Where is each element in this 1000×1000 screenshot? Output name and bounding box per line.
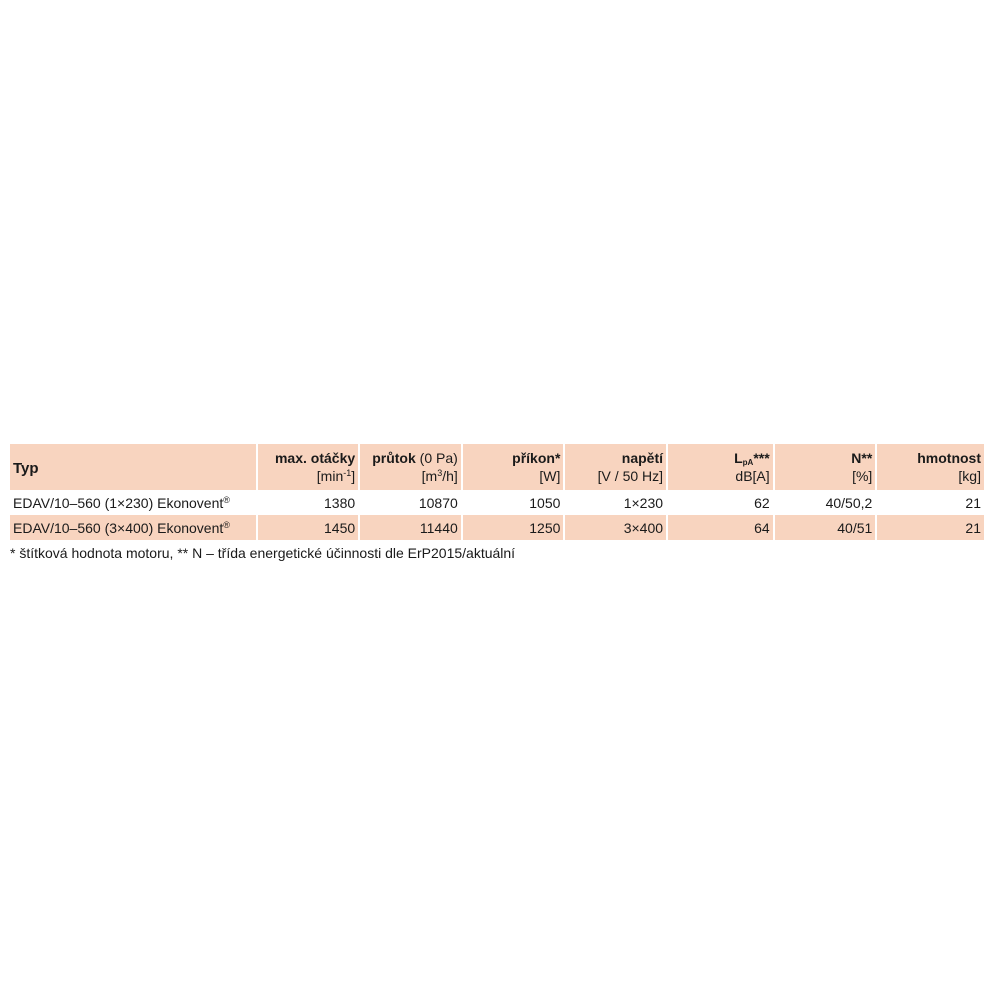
header-power: příkon* [W] bbox=[463, 444, 564, 490]
header-type: Typ bbox=[10, 444, 256, 490]
cell-noise: 64 bbox=[668, 515, 773, 540]
header-efficiency: N** [%] bbox=[775, 444, 876, 490]
cell-efficiency: 40/51 bbox=[775, 515, 876, 540]
cell-weight: 21 bbox=[877, 490, 984, 515]
cell-type: EDAV/10–560 (1×230) Ekonovent® bbox=[10, 490, 256, 515]
cell-type: EDAV/10–560 (3×400) Ekonovent® bbox=[10, 515, 256, 540]
cell-efficiency: 40/50,2 bbox=[775, 490, 876, 515]
cell-airflow: 11440 bbox=[360, 515, 461, 540]
cell-noise: 62 bbox=[668, 490, 773, 515]
cell-voltage: 3×400 bbox=[565, 515, 666, 540]
cell-max-rpm: 1380 bbox=[258, 490, 359, 515]
header-max-rpm: max. otáčky $[\min^{-1}]$ bbox=[258, 444, 359, 490]
header-noise: $L_{pA}***$ dB[A] bbox=[668, 444, 773, 490]
spec-table bbox=[8, 444, 986, 540]
header-airflow: průtok (0 Pa) $[m^3/h]$ bbox=[360, 444, 461, 490]
table-header-row bbox=[10, 444, 984, 490]
header-voltage: napětí [V / 50 Hz] bbox=[565, 444, 666, 490]
cell-power: 1250 bbox=[463, 515, 564, 540]
table-row bbox=[10, 490, 984, 515]
cell-power: 1050 bbox=[463, 490, 564, 515]
footnote: * štítková hodnota motoru, ** N – třída energetické účinnosti dle ErP2015/aktuální bbox=[10, 545, 516, 561]
cell-weight: 21 bbox=[877, 515, 984, 540]
cell-max-rpm: 1450 bbox=[258, 515, 359, 540]
cell-airflow: 10870 bbox=[360, 490, 461, 515]
cell-voltage: 1×230 bbox=[565, 490, 666, 515]
table-row bbox=[10, 515, 984, 540]
header-weight: hmotnost [kg] bbox=[877, 444, 984, 490]
